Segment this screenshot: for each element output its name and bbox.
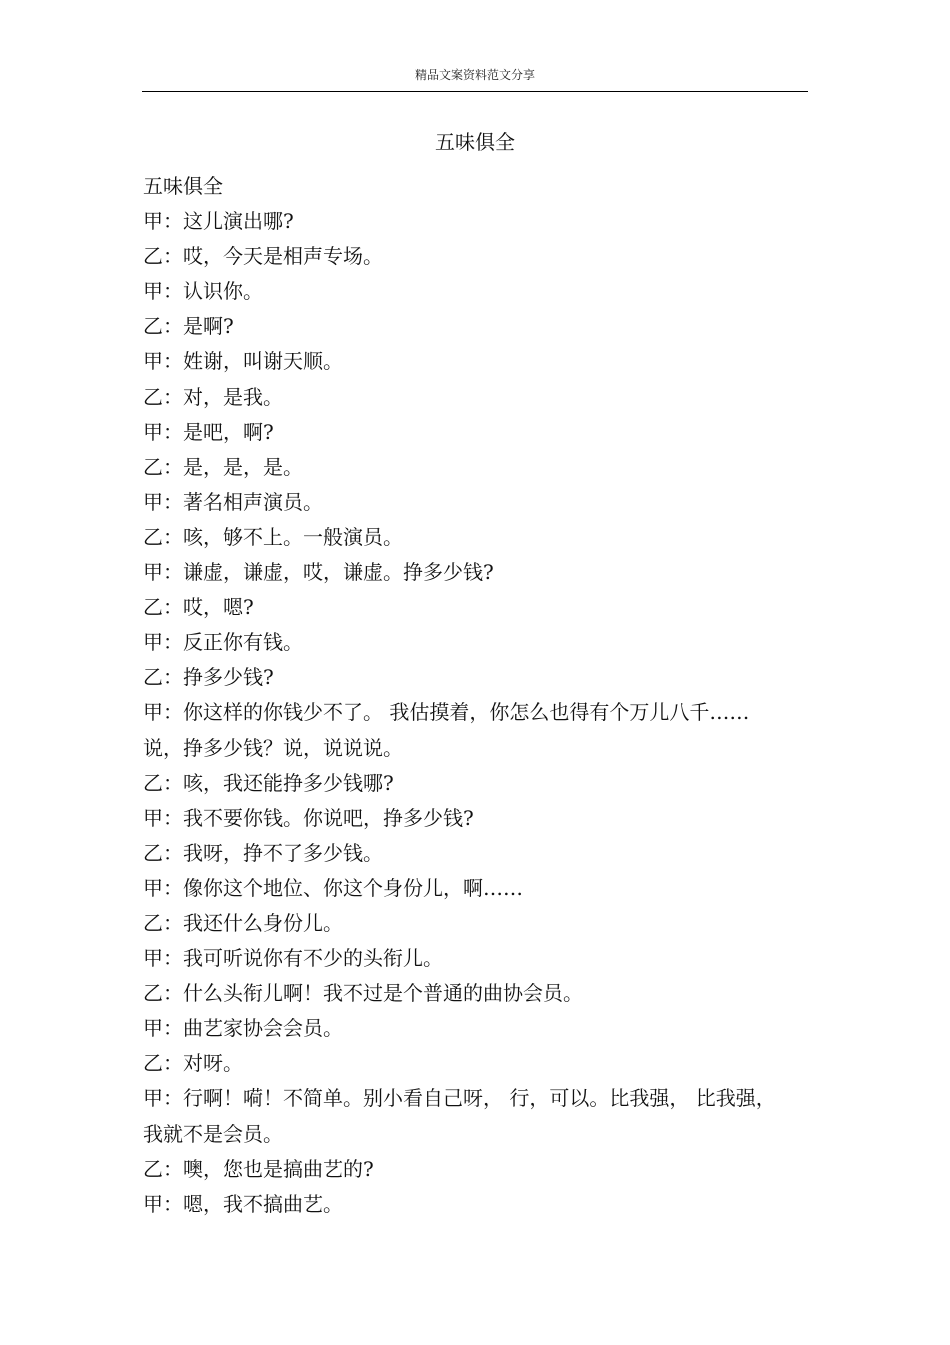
text-line: 乙：挣多少钱? bbox=[143, 665, 274, 690]
text-line: 乙：对呀。 bbox=[143, 1051, 243, 1076]
text-line: 甲：行啊！嗬！不简单。别小看自己呀， 行，可以。比我强， 比我强， bbox=[143, 1086, 776, 1111]
document-title: 五味俱全 bbox=[435, 130, 515, 154]
text-line: 说，挣多少钱？说，说说说。 bbox=[143, 735, 403, 760]
text-line: 乙：咳，我还能挣多少钱哪? bbox=[143, 770, 394, 795]
text-line: 五味俱全 bbox=[143, 174, 223, 198]
text-line: 我就不是会员。 bbox=[143, 1121, 283, 1146]
text-line: 乙：是啊? bbox=[143, 314, 234, 339]
page-header: 精品文案资料范文分享 bbox=[414, 68, 535, 82]
text-line: 甲：认识你。 bbox=[143, 279, 263, 304]
header-divider bbox=[142, 91, 808, 92]
text-line: 乙：咳，够不上。一般演员。 bbox=[143, 524, 403, 549]
text-line: 甲：曲艺家协会会员。 bbox=[143, 1016, 343, 1041]
text-line: 甲：著名相声演员。 bbox=[143, 489, 323, 514]
text-line: 乙：哎，嗯? bbox=[143, 595, 254, 620]
text-line: 乙：我还什么身份儿。 bbox=[143, 910, 343, 935]
text-line: 甲：姓谢，叫谢天顺。 bbox=[143, 349, 343, 374]
text-line: 甲：像你这个地位、你这个身份儿，啊…… bbox=[143, 875, 523, 900]
text-line: 甲：我不要你钱。你说吧，挣多少钱? bbox=[143, 805, 474, 830]
text-line: 乙：噢，您也是搞曲艺的? bbox=[143, 1156, 374, 1181]
document-body bbox=[143, 169, 813, 1222]
text-line: 乙：什么头衔儿啊！我不过是个普通的曲协会员。 bbox=[143, 981, 583, 1006]
text-line: 甲：反正你有钱。 bbox=[143, 630, 303, 655]
text-line: 甲：是吧，啊? bbox=[143, 419, 274, 444]
text-line: 甲：我可听说你有不少的头衔儿。 bbox=[143, 946, 443, 971]
text-line: 乙：对，是我。 bbox=[143, 384, 283, 409]
text-line: 乙：我呀，挣不了多少钱。 bbox=[143, 840, 383, 865]
text-line: 甲：这儿演出哪? bbox=[143, 209, 294, 234]
text-line: 甲：谦虚，谦虚，哎，谦虚。挣多少钱? bbox=[143, 560, 494, 585]
text-line: 甲：嗯，我不搞曲艺。 bbox=[143, 1191, 343, 1216]
text-line: 甲：你这样的你钱少不了。 我估摸着，你怎么也得有个万儿八千…… bbox=[143, 700, 750, 725]
text-line: 乙：哎，今天是相声专场。 bbox=[143, 244, 383, 269]
text-line: 乙：是，是，是。 bbox=[143, 454, 303, 479]
